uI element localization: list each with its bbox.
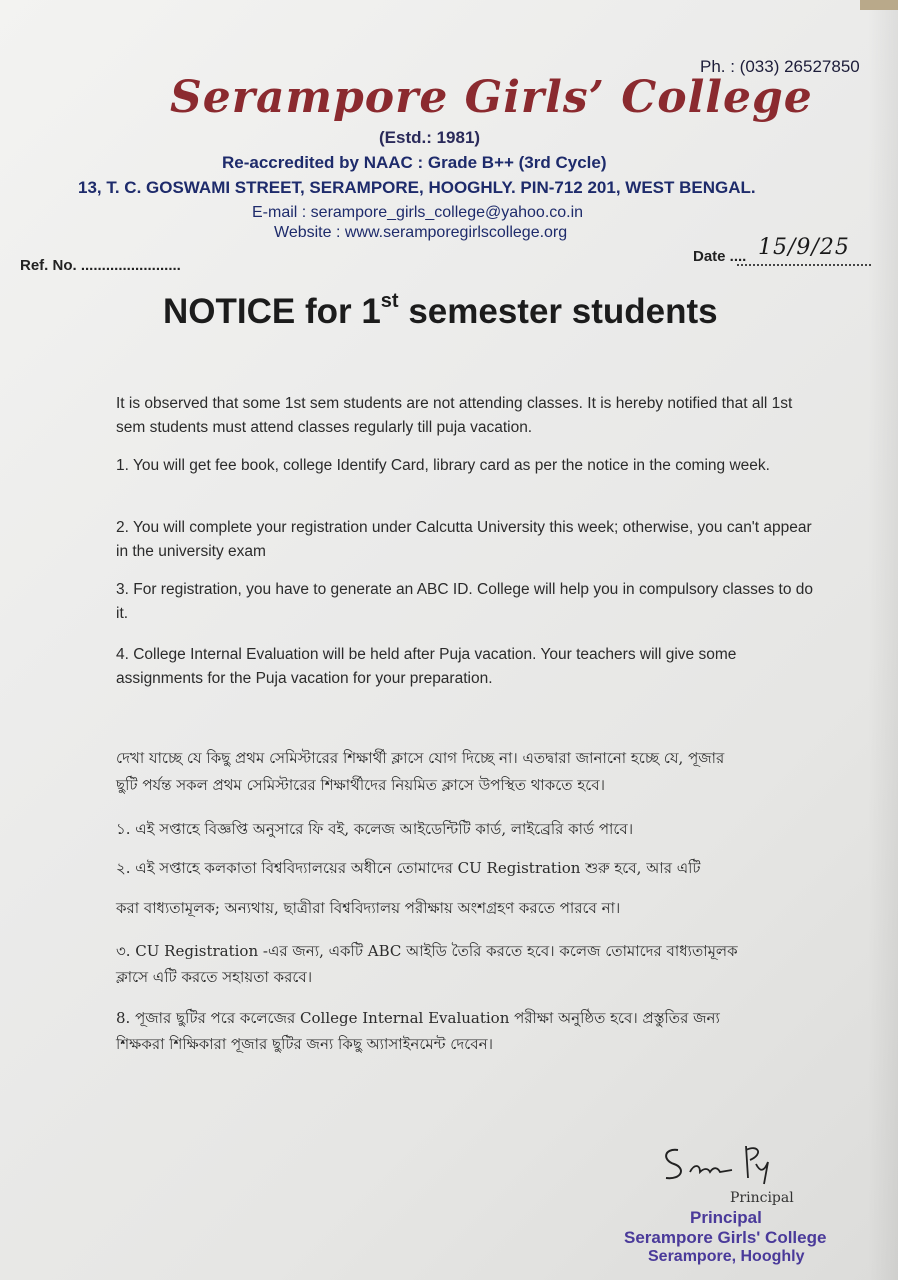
background-strip [860,0,898,10]
title-suffix: semester students [398,292,718,331]
bengali-point-2-line-2: করা বাধ্যতামূলক; অন্যথায়, ছাত্রীরা বিশ্ববিদ্যালয় পরীক্ষায় অংশগ্রহণ করতে পারবে না। [116,899,621,917]
bengali-point-3-line-1: ৩. CU Registration -এর জন্য, একটি ABC আইডি তৈরি করতে হবে। কলেজ তোমাদের বাধ্যতামূলক [116,942,738,960]
date-dotted-line [737,264,871,266]
title-superscript: st [380,290,399,312]
college-name-logo: Serampore Girls’ College [170,72,813,123]
established-year: (Estd.: 1981) [379,128,481,147]
college-address: 13, T. C. GOSWAMI STREET, SERAMPORE, HOOGHLY. PIN-712 201, WEST BENGAL. [78,178,756,197]
page-edge-shadow [868,0,898,1280]
english-point-1: 1. You will get fee book, college Identify Card, library card as per the notice in the coming week. [116,457,770,474]
english-point-2: 2. You will complete your registration under Calcutta University this week; otherwise, you can't appear in the university exam [116,519,812,560]
accreditation-line: Re-accredited by NAAC : Grade B++ (3rd Cycle) [222,153,607,172]
principal-signature [660,1138,780,1188]
bengali-point-1: ১. এই সপ্তাহে বিজ্ঞপ্তি অনুসারে ফি বই, কলেজ আইডেন্টিটি কার্ড, লাইব্রেরি কার্ড পাবে। [116,820,634,838]
bengali-point-3-line-2: ক্লাসে এটি করতে সহায়তা করবে। [116,968,313,986]
bengali-intro-line-1: দেখা যাচ্ছে যে কিছু প্রথম সেমিস্টারের শিক্ষার্থী ক্লাসে যোগ দিচ্ছে না। এতদ্বারা জানানো হচ্ছে যে, পূজার [116,749,725,767]
notice-title [163,290,718,332]
bengali-point-4-line-2: শিক্ষকরা শিক্ষিকারা পূজার ছুটির জন্য কিছু অ্যাসাইনমেন্ট দেবেন। [116,1035,493,1053]
reference-number: Ref. No. ........................ [20,257,181,274]
phone-number: Ph. : (033) 26527850 [700,57,860,76]
bengali-intro-line-2: ছুটি পর্যন্ত সকল প্রথম সেমিস্টারের শিক্ষার্থীদের নিয়মিত ক্লাসে উপস্থিত থাকতে হবে। [116,776,605,794]
college-email: E-mail : serampore_girls_college@yahoo.co.in [252,204,584,221]
stamp-title: Principal [690,1208,762,1227]
english-point-3: 3. For registration, you have to generate an ABC ID. College will help you in compulsory classes to do it. [116,581,814,622]
title-prefix: NOTICE for 1 [163,292,381,331]
signature-caption: Principal [730,1190,794,1206]
english-intro-paragraph: It is observed that some 1st sem students are not attending classes. It is hereby notified that all 1st sem students must attend classes regularly till puja vacation. [116,395,793,436]
bengali-point-4-line-1: 8. পূজার ছুটির পরে কলেজের College Internal Evaluation পরীক্ষা অনুষ্ঠিত হবে। প্রস্তুতির জন্য [116,1009,720,1027]
handwritten-date: 15/9/25 [758,235,850,260]
bengali-point-2-line-1: ২. এই সপ্তাহে কলকাতা বিশ্ববিদ্যালয়ের অধীনে তোমাদের CU Registration শুরু হবে, আর এটি [116,859,701,877]
date-label: Date .... [693,248,747,265]
stamp-place: Serampore, Hooghly [648,1248,805,1265]
english-point-4: 4. College Internal Evaluation will be held after Puja vacation. Your teachers will give some assignments for the Puja vacation for your preparation. [116,646,737,687]
stamp-college-name: Serampore Girls' College [624,1228,827,1247]
college-website: Website : www.seramporegirlscollege.org [274,224,568,241]
